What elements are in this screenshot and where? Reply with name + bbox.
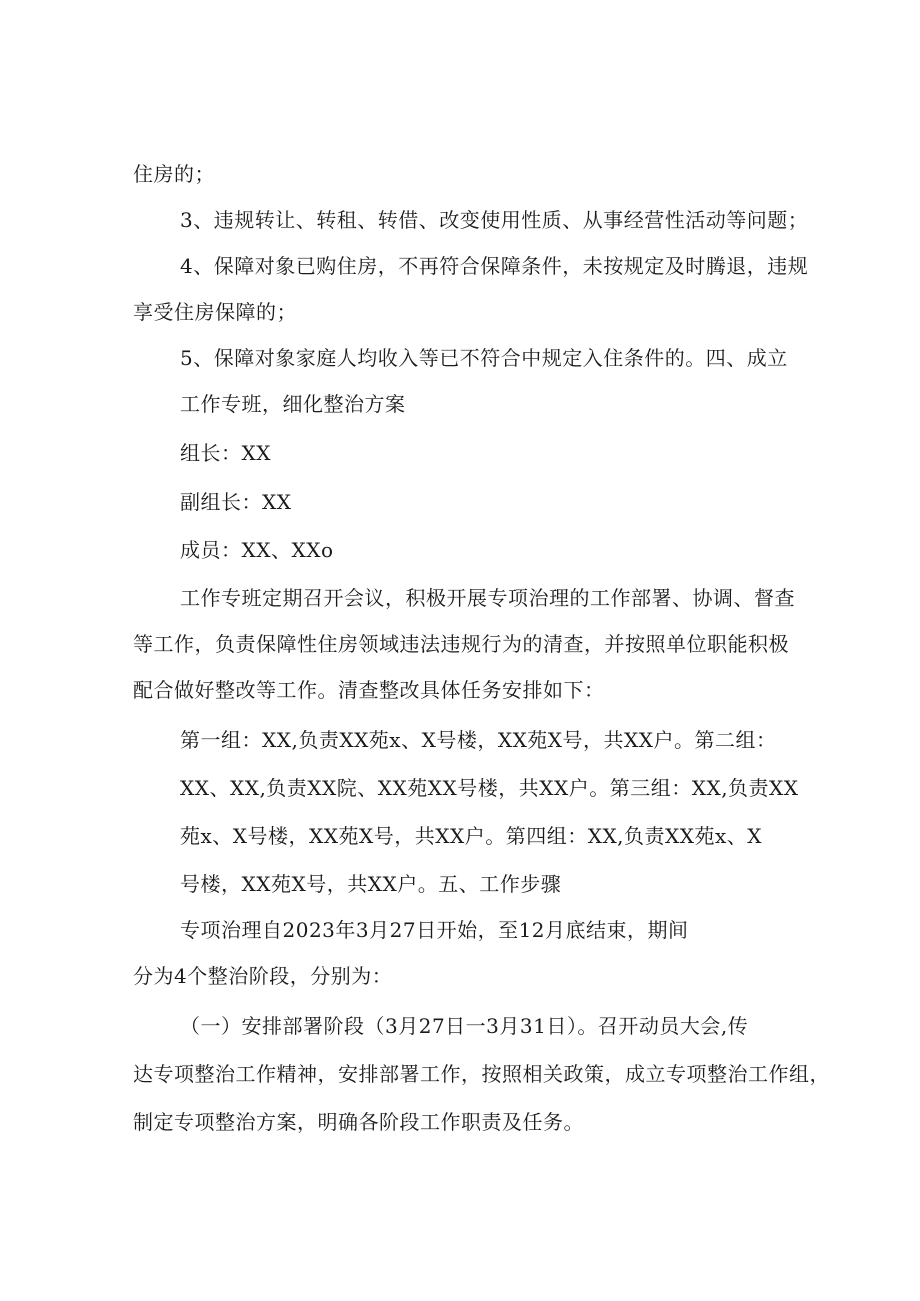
text-line: 制定专项整治方案，明确各阶段工作职责及任务。 <box>133 1110 584 1134</box>
text-line: 组长：XX <box>180 441 271 465</box>
text-line: 3、违规转让、转租、转借、改变使用性质、从事经营性活动等问题； <box>180 208 809 232</box>
text-line: 达专项整治工作精神，安排部署工作，按照相关政策，成立专项整治工作组， <box>133 1062 830 1086</box>
text-line: 成员：XX、XXo <box>180 538 334 562</box>
text-line: XX、XX,负责XX院、XX苑XX号楼，共XX户。第三组：XX,负责XX <box>180 776 799 800</box>
text-line: 苑x、X号楼，XX苑X号，共XX户。第四组：XX,负责XX苑x、X <box>180 824 763 848</box>
text-line: 分为4个整治阶段，分别为： <box>133 964 393 988</box>
text-line: 工作专班，细化整治方案 <box>180 392 406 416</box>
text-line: 号楼，XX苑X号，共XX户。五、工作步骤 <box>180 872 562 896</box>
text-line: 第一组：XX,负责XX苑x、X号楼，XX苑X号，共XX户。第二组： <box>180 728 777 752</box>
text-line: 专项治理自2023年3月27日开始，至12月底结束，期间 <box>180 918 689 942</box>
text-line: 副组长：XX <box>180 490 292 514</box>
text-line: 4、保障对象已购住房，不再符合保障条件，未按规定及时腾退，违规 <box>180 254 809 278</box>
text-line: （一）安排部署阶段（3月27日一3月31日）。召开动员大会,传 <box>180 1014 749 1038</box>
text-line: 享受住房保障的； <box>133 300 297 324</box>
text-line: 配合做好整改等工作。清查整改具体任务安排如下： <box>133 678 605 702</box>
text-line: 住房的； <box>133 162 215 186</box>
text-line: 等工作，负责保障性住房领域违法违规行为的清查，并按照单位职能积极 <box>133 632 789 656</box>
text-line: 工作专班定期召开会议，积极开展专项治理的工作部署、协调、督查 <box>180 586 795 610</box>
text-line: 5、保障对象家庭人均收入等已不符合中规定入住条件的。四、成立 <box>180 346 788 370</box>
